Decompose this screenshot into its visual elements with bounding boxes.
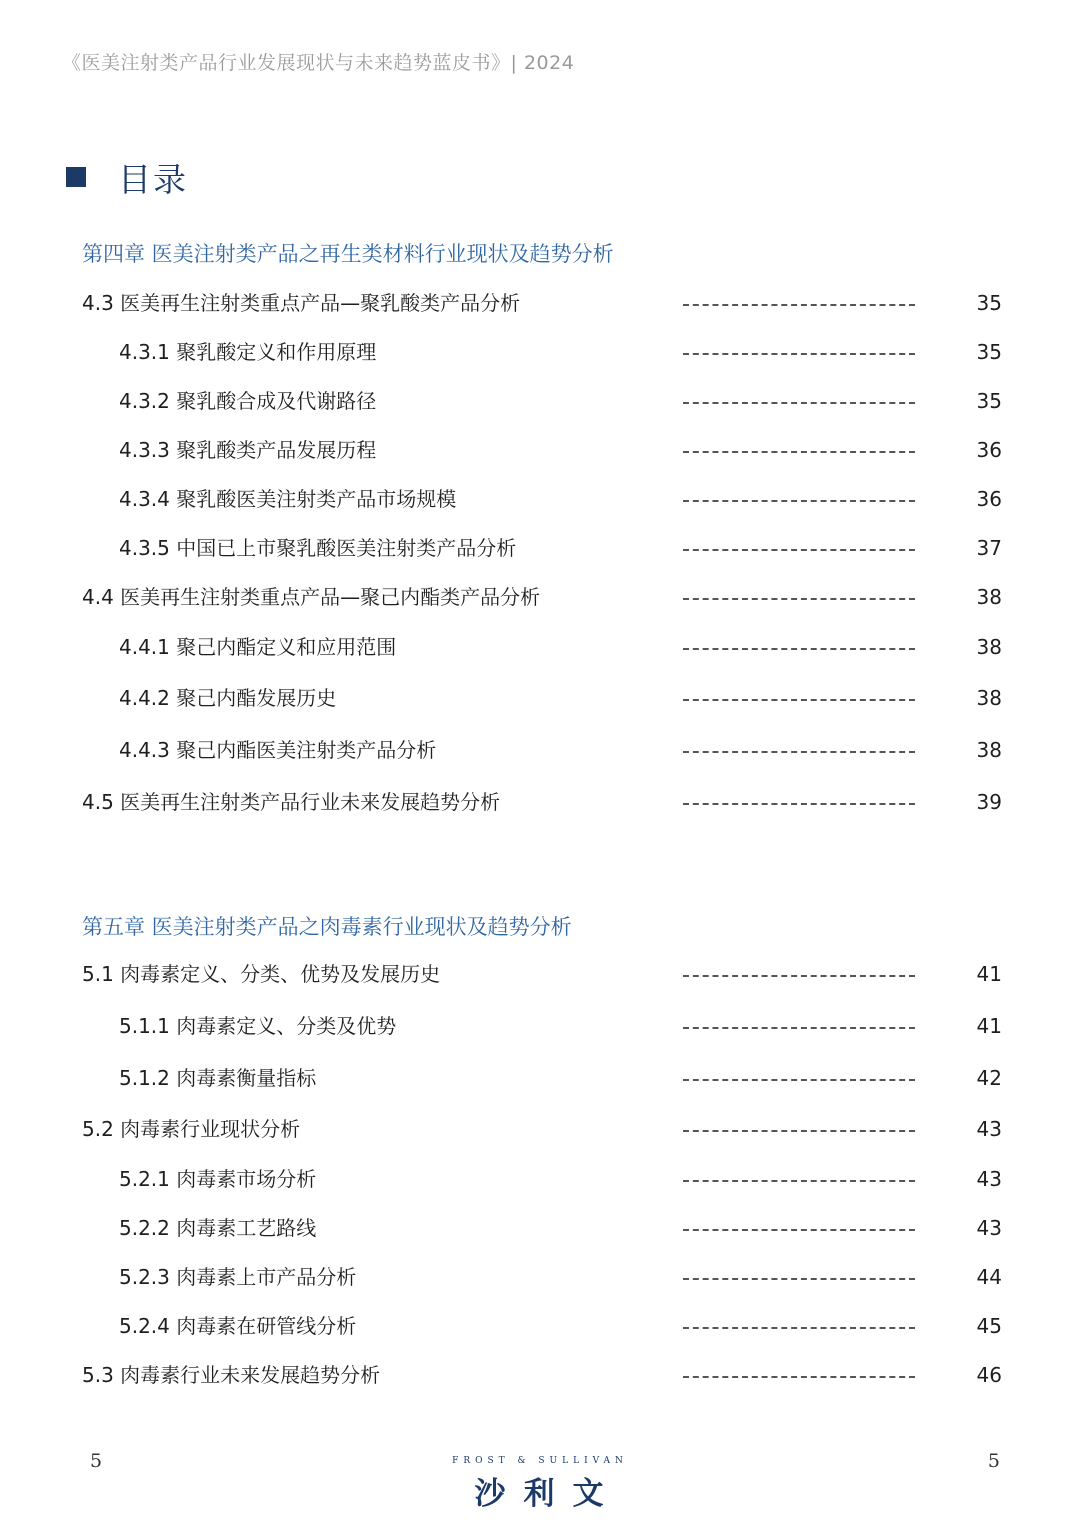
toc-entry[interactable] (0, 337, 1080, 367)
toc-entry-page: 38 (976, 738, 1002, 762)
dot-leader (683, 751, 915, 753)
toc-entry-page: 41 (976, 1014, 1002, 1038)
toc-entry[interactable] (0, 1360, 1080, 1390)
toc-entry[interactable] (0, 484, 1080, 514)
toc-entry-label: 4.3.5 中国已上市聚乳酸医美注射类产品分析 (119, 536, 517, 560)
toc-entry-label: 4.4.2 聚己内酯发展历史 (119, 686, 337, 710)
toc-entry[interactable] (0, 787, 1080, 817)
dot-leader (683, 648, 915, 650)
dot-leader (683, 549, 915, 551)
toc-entry-page: 38 (976, 585, 1002, 609)
chapter-heading[interactable]: 第四章 医美注射类产品之再生类材料行业现状及趋势分析 (82, 242, 614, 266)
toc-entry-page: 35 (976, 340, 1002, 364)
toc-entry-label: 4.4 医美再生注射类重点产品—聚己内酯类产品分析 (82, 585, 541, 609)
square-bullet-icon (66, 167, 86, 187)
dot-leader (683, 451, 915, 453)
toc-entry[interactable] (0, 1311, 1080, 1341)
toc-entry-page: 36 (976, 487, 1002, 511)
dot-leader (683, 500, 915, 502)
toc-entry-label: 4.4.1 聚己内酯定义和应用范围 (119, 635, 397, 659)
toc-title (66, 154, 188, 200)
toc-entry[interactable] (0, 959, 1080, 989)
toc-entry-page: 38 (976, 635, 1002, 659)
frost-sullivan-logo (440, 1456, 640, 1513)
toc-entry-page: 44 (976, 1265, 1002, 1289)
dot-leader (683, 402, 915, 404)
toc-entry-label: 5.2.2 肉毒素工艺路线 (119, 1216, 317, 1240)
toc-entry-label: 5.3 肉毒素行业未来发展趋势分析 (82, 1363, 381, 1387)
toc-entry[interactable] (0, 1063, 1080, 1093)
toc-entry-label: 5.2.1 肉毒素市场分析 (119, 1167, 317, 1191)
dot-leader (683, 1027, 915, 1029)
toc-entry-page: 41 (976, 962, 1002, 986)
toc-entry[interactable] (0, 435, 1080, 465)
toc-entry[interactable] (0, 288, 1080, 318)
toc-entry[interactable] (0, 533, 1080, 563)
toc-entry-page: 35 (976, 389, 1002, 413)
toc-entry-label: 5.1.1 肉毒素定义、分类及优势 (119, 1014, 397, 1038)
page-number-left: 5 (90, 1450, 103, 1472)
dot-leader (683, 353, 915, 355)
dot-leader (683, 1327, 915, 1329)
toc-entry-label: 4.5 医美再生注射类产品行业未来发展趋势分析 (82, 790, 501, 814)
dot-leader (683, 598, 915, 600)
toc-entry-label: 4.3 医美再生注射类重点产品—聚乳酸类产品分析 (82, 291, 521, 315)
chapter-heading[interactable]: 第五章 医美注射类产品之肉毒素行业现状及趋势分析 (82, 915, 572, 939)
toc-entry-page: 35 (976, 291, 1002, 315)
dot-leader (683, 1130, 915, 1132)
toc-entry[interactable] (0, 582, 1080, 612)
toc-title-text: 目录 (118, 159, 188, 199)
toc-entry-page: 37 (976, 536, 1002, 560)
toc-entry[interactable] (0, 1164, 1080, 1194)
dot-leader (683, 1229, 915, 1231)
toc-entry-label: 5.1 肉毒素定义、分类、优势及发展历史 (82, 962, 441, 986)
toc-entry-label: 4.3.1 聚乳酸定义和作用原理 (119, 340, 377, 364)
toc-entry-page: 39 (976, 790, 1002, 814)
dot-leader (683, 975, 915, 977)
toc-entry[interactable] (0, 735, 1080, 765)
toc-entry-label: 4.3.2 聚乳酸合成及代谢路径 (119, 389, 377, 413)
toc-entry[interactable] (0, 1011, 1080, 1041)
logo-chinese-text: 沙利文 (474, 1476, 622, 1512)
toc-entry-label: 4.3.3 聚乳酸类产品发展历程 (119, 438, 377, 462)
toc-entry-label: 5.2 肉毒素行业现状分析 (82, 1117, 301, 1141)
toc-entry-page: 36 (976, 438, 1002, 462)
dot-leader (683, 803, 915, 805)
toc-entry-page: 43 (976, 1167, 1002, 1191)
dot-leader (683, 1278, 915, 1280)
toc-entry-label: 5.2.3 肉毒素上市产品分析 (119, 1265, 357, 1289)
page-number-right: 5 (987, 1450, 1000, 1472)
dot-leader (683, 1376, 915, 1378)
toc-entry-label: 5.1.2 肉毒素衡量指标 (119, 1066, 317, 1090)
dot-leader (683, 699, 915, 701)
toc-entry[interactable] (0, 632, 1080, 662)
toc-entry-page: 43 (976, 1216, 1002, 1240)
dot-leader (683, 1079, 915, 1081)
logo-english-text: FROST & SULLIVAN (452, 1456, 628, 1466)
toc-entry-label: 4.4.3 聚己内酯医美注射类产品分析 (119, 738, 437, 762)
dot-leader (683, 304, 915, 306)
toc-entry[interactable] (0, 683, 1080, 713)
toc-entry-page: 38 (976, 686, 1002, 710)
toc-entry-page: 42 (976, 1066, 1002, 1090)
document-header: 《医美注射类产品行业发展现状与未来趋势蓝皮书》| 2024 (62, 52, 575, 74)
toc-entry-page: 46 (976, 1363, 1002, 1387)
dot-leader (683, 1180, 915, 1182)
toc-entry[interactable] (0, 1262, 1080, 1292)
toc-entry-page: 45 (976, 1314, 1002, 1338)
toc-entry-page: 43 (976, 1117, 1002, 1141)
toc-entry[interactable] (0, 1213, 1080, 1243)
toc-entry-label: 5.2.4 肉毒素在研管线分析 (119, 1314, 357, 1338)
toc-entry[interactable] (0, 386, 1080, 416)
toc-entry[interactable] (0, 1114, 1080, 1144)
toc-entry-label: 4.3.4 聚乳酸医美注射类产品市场规模 (119, 487, 457, 511)
